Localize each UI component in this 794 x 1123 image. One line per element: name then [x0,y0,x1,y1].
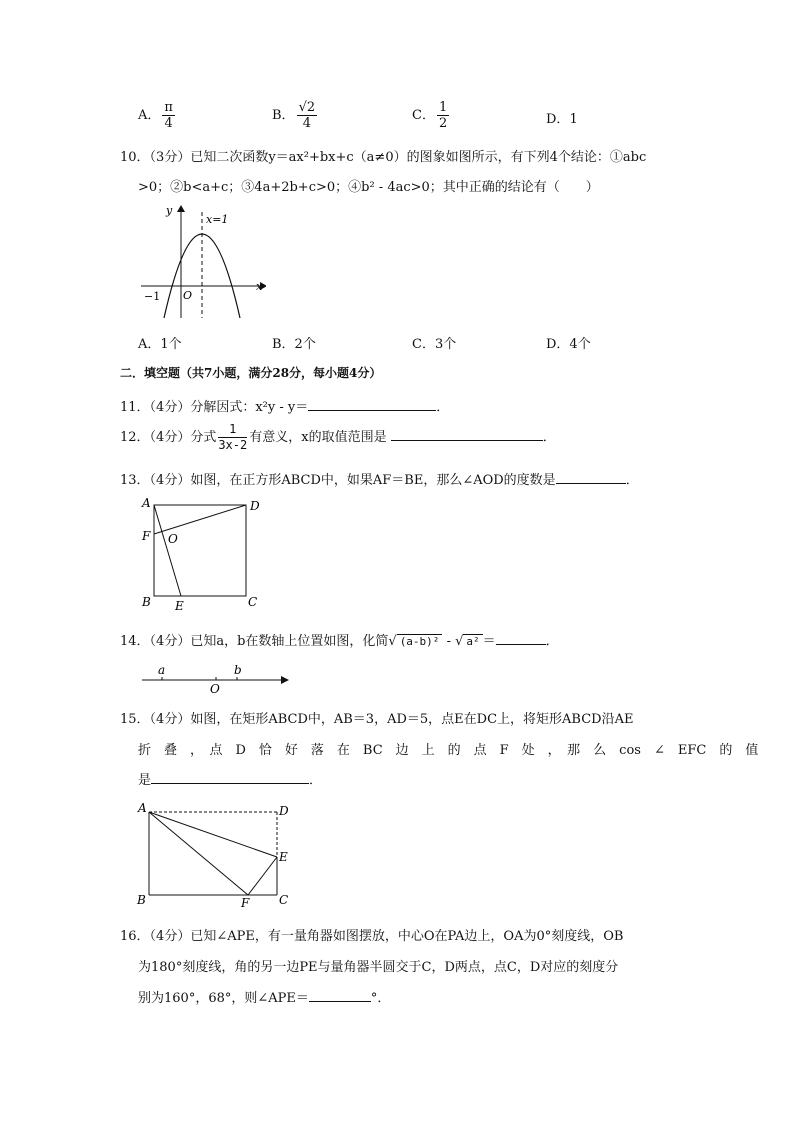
y-label: y [166,204,173,217]
q13-square-figure [138,494,268,614]
q15-line2: 折 叠 ， 点 D 恰 好 落 在 BC 边 上 的 点 F 处 ， 那 么 cos ∠ EFC 的 值 [138,743,759,758]
q10-parabola-figure [136,200,266,322]
q14-number-line [138,660,293,694]
q15-line3: 是 ． [138,773,323,788]
q12: 12．（4分）分式 $\frac{1}{3x-2}$ 有意义，x的取值范围是 ． [120,422,556,452]
q15-answer-blank[interactable] [151,771,309,784]
label-c: C [248,595,258,609]
q10-option-d: D．4个 [546,337,591,352]
label-f: F [142,529,151,543]
q16-answer-blank[interactable] [309,989,371,1002]
label-o: O [168,532,178,546]
q9-option-b: B． $\frac{√2}{4}$ [272,100,316,131]
segment-fe [248,857,277,895]
q10-stem-line1: 10．（3分）已知二次函数y＝ax²+bx+c（a≠0）的图象如图所示，有下列4个结论：①abc [120,150,647,165]
radical-1: (a-b)² [397,634,443,648]
label-a: a [158,663,166,677]
label-e: E [279,850,288,864]
origin-label: O [183,289,193,302]
q16-line2: 为180°刻度线，角的另一边PE与量角器半圆交于C，D两点，点C，D对应的刻度分 [138,960,619,975]
radical-2: a² [463,634,482,648]
q15-rectangle-figure [136,796,296,908]
q9-option-c: C． $\frac{1}{2}$ [412,100,448,131]
label-e: E [175,599,184,613]
q11-answer-blank[interactable] [308,398,436,411]
number-line-arrow [281,676,289,684]
q10-stem-line2: >0；②b<a+c；③4a+2b+c>0；④b² - 4ac>0；其中正确的结论有（ ） [138,180,599,195]
q14: 14．（4分）已知a，b在数轴上位置如图，化简√ (a-b)² - √ a² ＝ ． [120,634,559,649]
label-d: D [279,804,289,818]
q14-answer-blank[interactable] [496,632,546,645]
q13: 13．（4分）如图，在正方形ABCD中，如果AF＝BE，那么∠AOD的度数是 ． [120,473,639,488]
axis-label: x=1 [206,213,229,226]
x-label: x [256,280,263,293]
q15-line1: 15．（4分）如图，在矩形ABCD中，AB＝3，AD＝5，点E在DC上，将矩形ABCD沿AE [120,712,634,727]
q16-line3: 别为160°，68°，则∠APE＝ °． [138,991,391,1006]
label-d: D [250,499,260,513]
label-a: A [142,496,151,510]
q16-line1: 16．（4分）已知∠APE，有一量角器如图摆放，中心O在PA边上，OA为0°刻度线，OB [120,929,624,944]
label-b: B [142,595,151,609]
label-c: C [279,893,289,907]
y-axis-arrow [177,205,185,212]
q10-option-c: C．3个 [412,337,457,352]
q9-option-a: A． $\frac{\pi}{4}$ [138,100,173,131]
label-b: b [234,663,242,677]
label-b: B [137,893,146,907]
q10-option-a: A．1个 [138,337,182,352]
q9-option-d: D．1 [546,112,578,127]
label-a: A [138,801,147,815]
segment-ae [149,812,277,857]
q11: 11．（4分）分解因式：x²y - y＝ ． [120,400,450,415]
segment-af [149,812,248,895]
q13-answer-blank[interactable] [556,471,626,484]
label-o: O [210,682,220,694]
neg-one-label: −1 [144,290,161,303]
q10-option-b: B．2个 [272,337,316,352]
label-f: F [241,896,250,908]
q12-answer-blank[interactable] [391,428,543,441]
section-heading: 二．填空题（共7小题，满分28分，每小题4分） [120,366,382,380]
segment-ae [154,505,181,596]
segment-fd [154,505,246,534]
